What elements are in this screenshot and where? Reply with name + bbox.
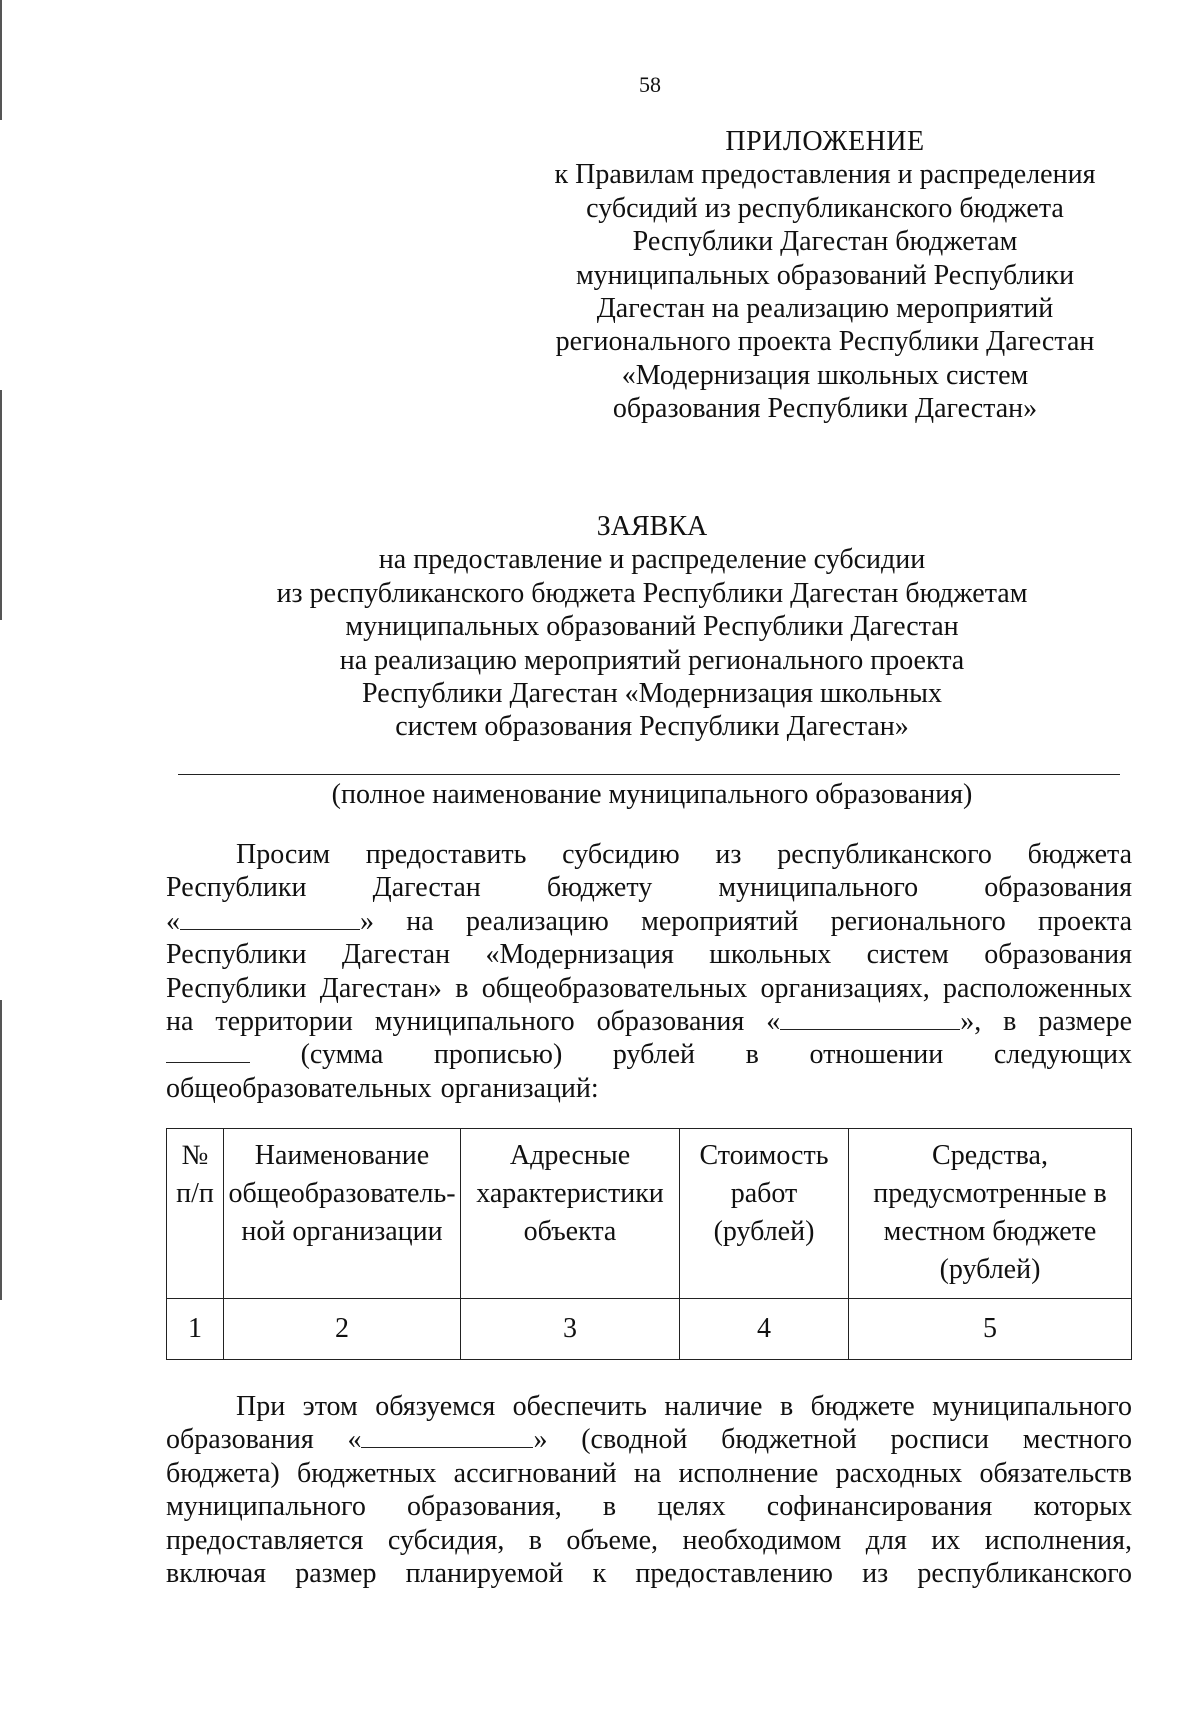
paragraph-line: бюджета) бюджетных ассигнований на исполнение расходных обязательств [166, 1457, 1132, 1489]
paragraph-line [166, 1423, 1132, 1456]
table-header-cell: Наименование общеобразователь-ной организации [224, 1129, 461, 1299]
paragraph-line [166, 905, 1132, 938]
appendix-header [545, 125, 1105, 426]
paragraph-line-text: », в размере [960, 1006, 1133, 1038]
request-paragraph [166, 838, 1132, 1105]
table-cell: 5 [849, 1299, 1132, 1360]
request-line: систем образования Республики Дагестан» [395, 711, 909, 743]
request-line: на предоставление и распределение субсидии [378, 544, 926, 576]
paragraph-line: предоставляется субсидия, в объеме, необходимом для их исполнения, [166, 1524, 1132, 1556]
paragraph-line: Республики Дагестан бюджету муниципального образования [166, 872, 1132, 904]
table-header-cell: Стоимость работ (рублей) [680, 1129, 849, 1299]
page-number: 58 [639, 72, 661, 97]
municipality-blank [361, 1425, 533, 1448]
appendix-line: регионального проекта Республики Дагестан [555, 326, 1095, 358]
organizations-table [166, 1128, 1132, 1360]
request-line: Республики Дагестан «Модернизация школьных [362, 678, 942, 710]
paragraph-line-text: » (сводной бюджетной росписи местного [533, 1424, 1133, 1456]
scan-edge-mark [0, 0, 2, 120]
paragraph-line: При этом обязуемся обеспечить наличие в бюджете муниципального [236, 1391, 1132, 1422]
table-row [167, 1299, 1132, 1360]
paragraph-line [166, 1038, 1132, 1071]
appendix-line: муниципальных образований Республики [575, 259, 1075, 291]
table-header-row [167, 1129, 1132, 1299]
request-line: муниципальных образований Республики Дагестан [345, 611, 959, 643]
request-line: на реализацию мероприятий регионального проекта [339, 644, 965, 676]
table-cell: 2 [224, 1299, 461, 1360]
appendix-line: субсидий из республиканского бюджета [586, 192, 1064, 224]
scan-edge-mark [0, 390, 2, 620]
table-header-cell: № п/п [167, 1129, 224, 1299]
table-cell: 1 [167, 1299, 224, 1360]
municipality-caption: (полное наименование муниципального образования) [331, 779, 973, 810]
paragraph-line: Республики Дагестан «Модернизация школьных систем образования [166, 939, 1132, 971]
appendix-line: образования Республики Дагестан» [612, 393, 1038, 425]
paragraph-line-text: образования « [166, 1424, 362, 1456]
table-header-cell: Средства, предусмотренные в местном бюджете (рублей) [849, 1129, 1132, 1299]
scan-edge-mark [0, 1000, 2, 1300]
table-cell: 3 [461, 1299, 680, 1360]
table-header-cell: Адресные характеристики объекта [461, 1129, 680, 1299]
paragraph-line: включая размер планируемой к предоставлению из республиканского [166, 1558, 1132, 1590]
table-cell: 4 [680, 1299, 849, 1360]
appendix-line: Дагестан на реализацию мероприятий [596, 293, 1054, 325]
request-heading [162, 510, 1142, 744]
paragraph-line-text: » на реализацию мероприятий регионального проекта [360, 905, 1132, 937]
paragraph-line: общеобразовательных организаций: [166, 1072, 599, 1104]
appendix-line: Республики Дагестан бюджетам [632, 226, 1018, 258]
paragraph-line: муниципального образования, в целях софинансирования которых [166, 1491, 1132, 1523]
request-line: из республиканского бюджета Республики Дагестан бюджетам [276, 577, 1028, 609]
appendix-line: «Модернизация школьных систем [621, 359, 1029, 391]
obligation-paragraph [166, 1390, 1132, 1590]
paragraph-line-text: (сумма прописью) рублей в отношении следующих [300, 1039, 1132, 1071]
paragraph-line: Республики Дагестан» в общеобразовательных организациях, расположенных [166, 972, 1132, 1004]
paragraph-line: Просим предоставить субсидию из республиканского бюджета [236, 839, 1132, 870]
municipality-name-line [178, 774, 1120, 775]
paragraph-line [166, 1005, 1132, 1038]
request-title: ЗАЯВКА [596, 511, 708, 542]
appendix-title: ПРИЛОЖЕНИЕ [725, 126, 925, 157]
amount-blank [166, 1040, 250, 1063]
municipality-blank [180, 907, 360, 930]
quote-open: « [166, 905, 180, 937]
appendix-line: к Правилам предоставления и распределения [554, 159, 1096, 191]
municipality-blank [780, 1007, 960, 1030]
paragraph-line-text: на территории муниципального образования « [166, 1006, 781, 1038]
